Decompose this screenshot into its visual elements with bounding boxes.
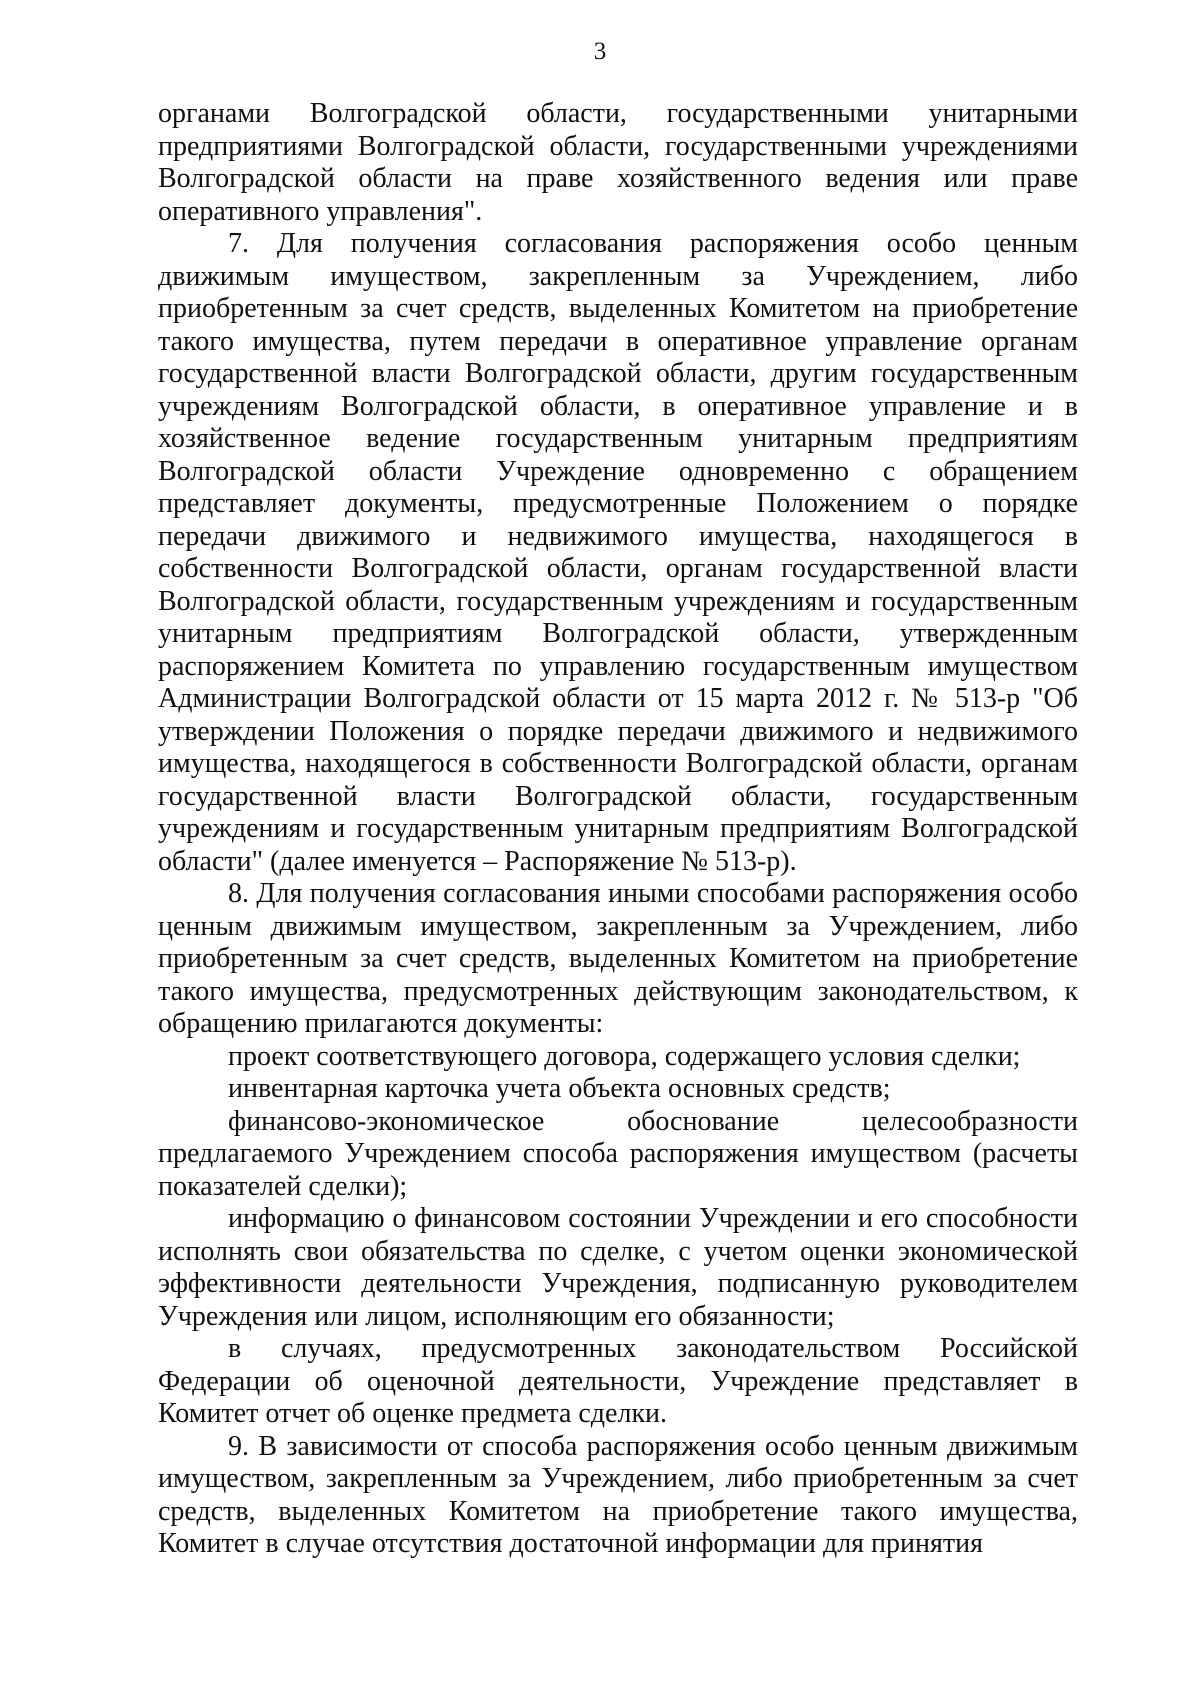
list-item-financial-info: информацию о финансовом состоянии Учреждении и его способности исполнять свои обязательства по сделке, с учетом оценки экономической эффективности деятельности Учреждения, подписанную руководителем Учреждения или лицом, исполняющим его обязанности; [158,1203,1078,1332]
document-body [158,98,1078,1561]
paragraph-item-9: 9. В зависимости от способа распоряжения особо ценным движимым имуществом, закрепленным за Учреждением, либо приобретенным за счет средств, выделенных Комитетом на приобретение такого имущества, Комитет в случае отсутствия достаточной информации для принятия [158,1430,1078,1559]
page-number: 3 [593,38,607,65]
list-item-economic-justification: финансово-экономическое обоснование целесообразности предлагаемого Учреждением способа распоряжения имуществом (расчеты показателей сделки); [158,1105,1078,1202]
list-item-valuation-report: в случаях, предусмотренных законодательством Российской Федерации об оценочной деятельности, Учреждение представляет в Комитет отчет об оценке предмета сделки. [158,1333,1078,1429]
paragraph-continuation: органами Волгоградской области, государственными унитарными предприятиями Волгоградской области, государственными учреждениями Волгоградской области на праве хозяйственного ведения или праве оперативного управления". [158,98,1078,227]
list-item-contract-draft: проект соответствующего договора, содержащего условия сделки; [228,1040,1021,1072]
paragraph-item-8: 8. Для получения согласования иными способами распоряжения особо ценным движимым имуществом, закрепленным за Учреждением, либо приобретенным за счет средств, выделенных Комитетом на приобретение такого имущества, предусмотренных действующим законодательством, к обращению прилагаются документы: [158,878,1078,1039]
paragraph-item-7: 7. Для получения согласования распоряжения особо ценным движимым имуществом, закрепленным за Учреждением, либо приобретенным за счет средств, выделенных Комитетом на приобретение такого имущества, путем передачи в оперативное управление органам государственной власти Волгоградской области, другим государственным учреждениям Волгоградской области, в оперативное управление и в хозяйственное ведение государственным унитарным предприятиям Волгоградской области Учреждение одновременно с обращением представляет документы, предусмотренные Положением о порядке передачи движимого и недвижимого имущества, находящегося в собственности Волгоградской области, органам государственной власти Волгоградской области, государственным учреждениям и государственным унитарным предприятиям Волгоградской области, утвержденным распоряжением Комитета по управлению государственным имуществом Администрации Волгоградской области от 15 марта 2012 г. № 513-р "Об утверждении Положения о порядке передачи движимого и недвижимого имущества, находящегося в собственности Волгоградской области, органам государственной власти Волгоградской области, государственным учреждениям и государственным унитарным предприятиям Волгоградской области" (далее именуется – Распоряжение № 513-р). [158,228,1078,877]
list-item-inventory-card: инвентарная карточка учета объекта основных средств; [228,1073,891,1104]
